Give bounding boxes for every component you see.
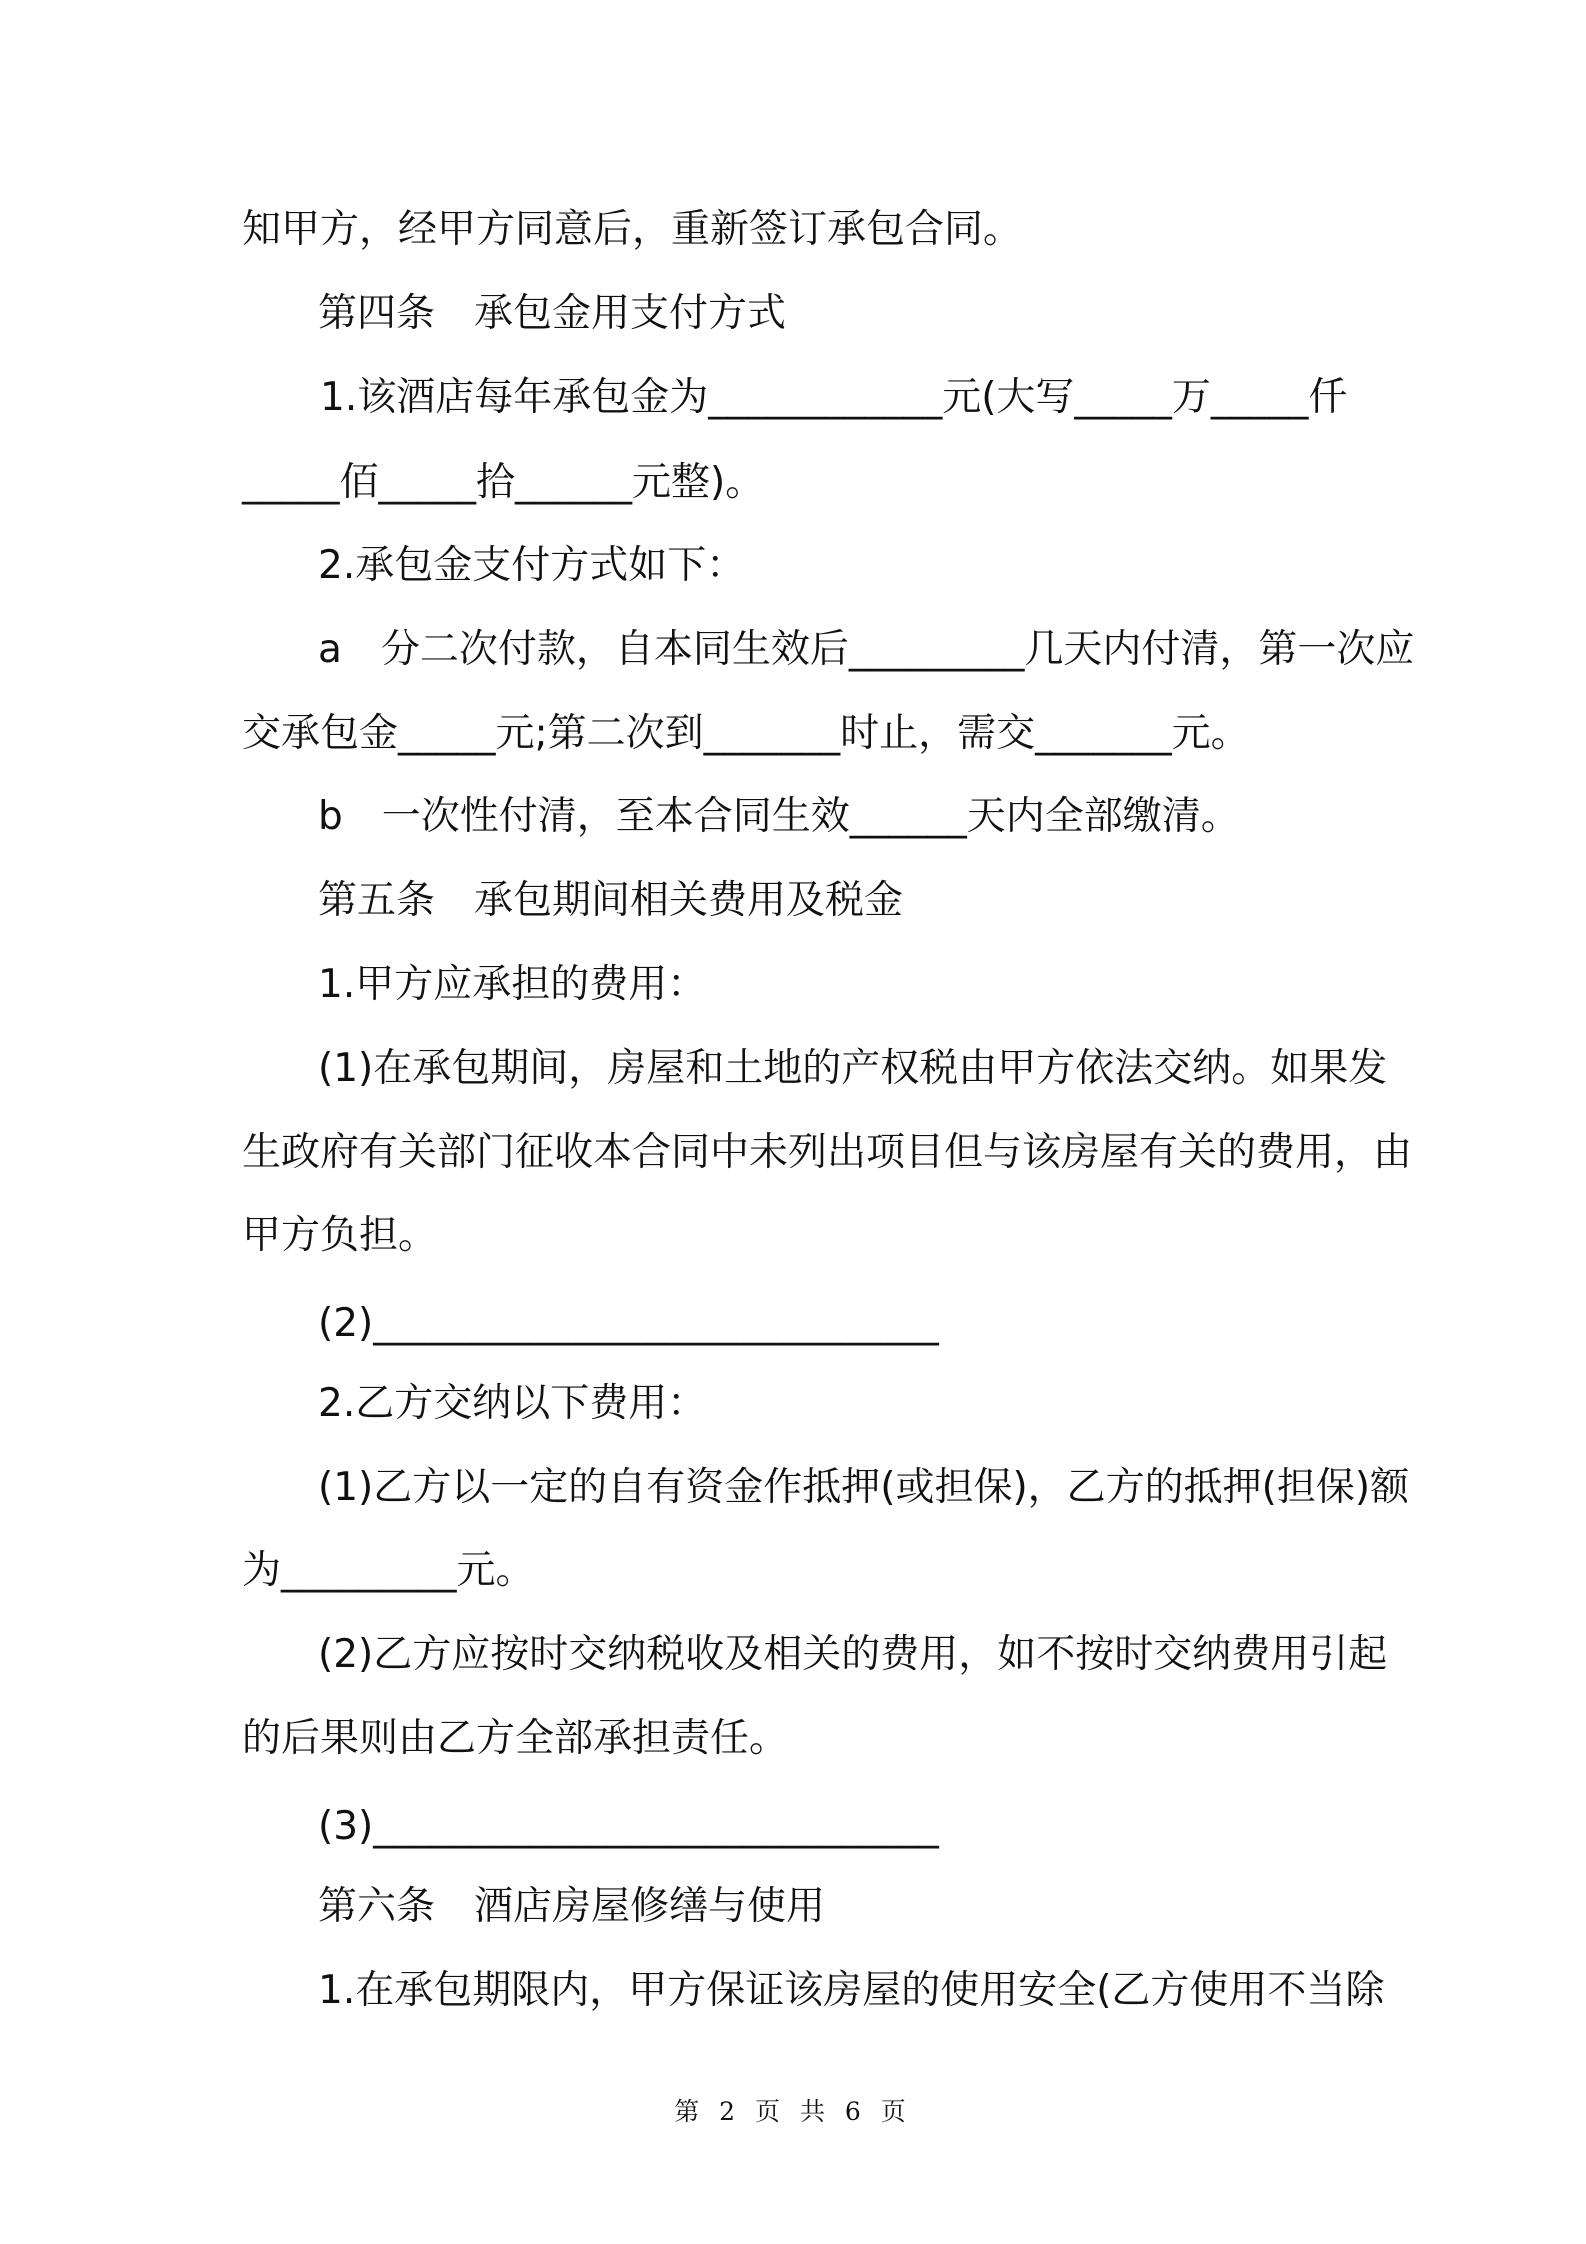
clause-5-1-1-line-1: (1)在承包期间，房屋和土地的产权税由甲方依法交纳。如果发 bbox=[318, 1046, 1388, 1091]
clause-4-2: 2.承包金支付方式如下： bbox=[318, 543, 746, 588]
clause-5-1-1-line-2: 生政府有关部门征收本合同中未列出项目但与该房屋有关的费用，由 bbox=[242, 1130, 1413, 1175]
page-number-footer: 第 2 页 共 6 页 bbox=[674, 2097, 912, 2126]
option-a-line-1: a 分二次付款，自本同生效后_________几天内付清，第一次应 bbox=[318, 627, 1415, 672]
clause-5-1-1-line-3: 甲方负担。 bbox=[242, 1213, 438, 1258]
clause-5-1: 1.甲方应承担的费用： bbox=[318, 962, 707, 1007]
clause-6-1-line-1: 1.在承包期限内，甲方保证该房屋的使用安全(乙方使用不当除 bbox=[318, 1968, 1385, 2013]
option-b: b 一次性付清，至本合同生效______天内全部缴清。 bbox=[318, 794, 1240, 839]
clause-5-2-1-line-2: 为_________元。 bbox=[242, 1548, 535, 1593]
clause-5-2-2-line-2: 的后果则由乙方全部承担责任。 bbox=[242, 1716, 789, 1761]
article-4-heading: 第四条 承包金用支付方式 bbox=[318, 291, 787, 336]
text-line-continuation: 知甲方，经甲方同意后，重新签订承包合同。 bbox=[242, 207, 1023, 252]
option-a-line-2: 交承包金_____元;第二次到_______时止，需交_______元。 bbox=[242, 711, 1250, 756]
article-6-heading: 第六条 酒店房屋修缮与使用 bbox=[318, 1884, 826, 1929]
clause-5-1-2-blank: (2)_____________________________ bbox=[318, 1301, 939, 1346]
clause-4-1-line-1: 1.该酒店每年承包金为____________元(大写_____万_____仟 bbox=[320, 375, 1348, 420]
clause-5-2-2-line-1: (2)乙方应按时交纳税收及相关的费用，如不按时交纳费用引起 bbox=[318, 1632, 1388, 1677]
clause-4-1-line-2: _____佰_____拾______元整)。 bbox=[242, 460, 765, 505]
clause-5-2-1-line-1: (1)乙方以一定的自有资金作抵押(或担保)，乙方的抵押(担保)额 bbox=[318, 1465, 1410, 1510]
clause-5-2: 2.乙方交纳以下费用： bbox=[318, 1381, 707, 1426]
clause-5-2-3-blank: (3)_____________________________ bbox=[318, 1804, 939, 1849]
article-5-heading: 第五条 承包期间相关费用及税金 bbox=[318, 878, 904, 923]
